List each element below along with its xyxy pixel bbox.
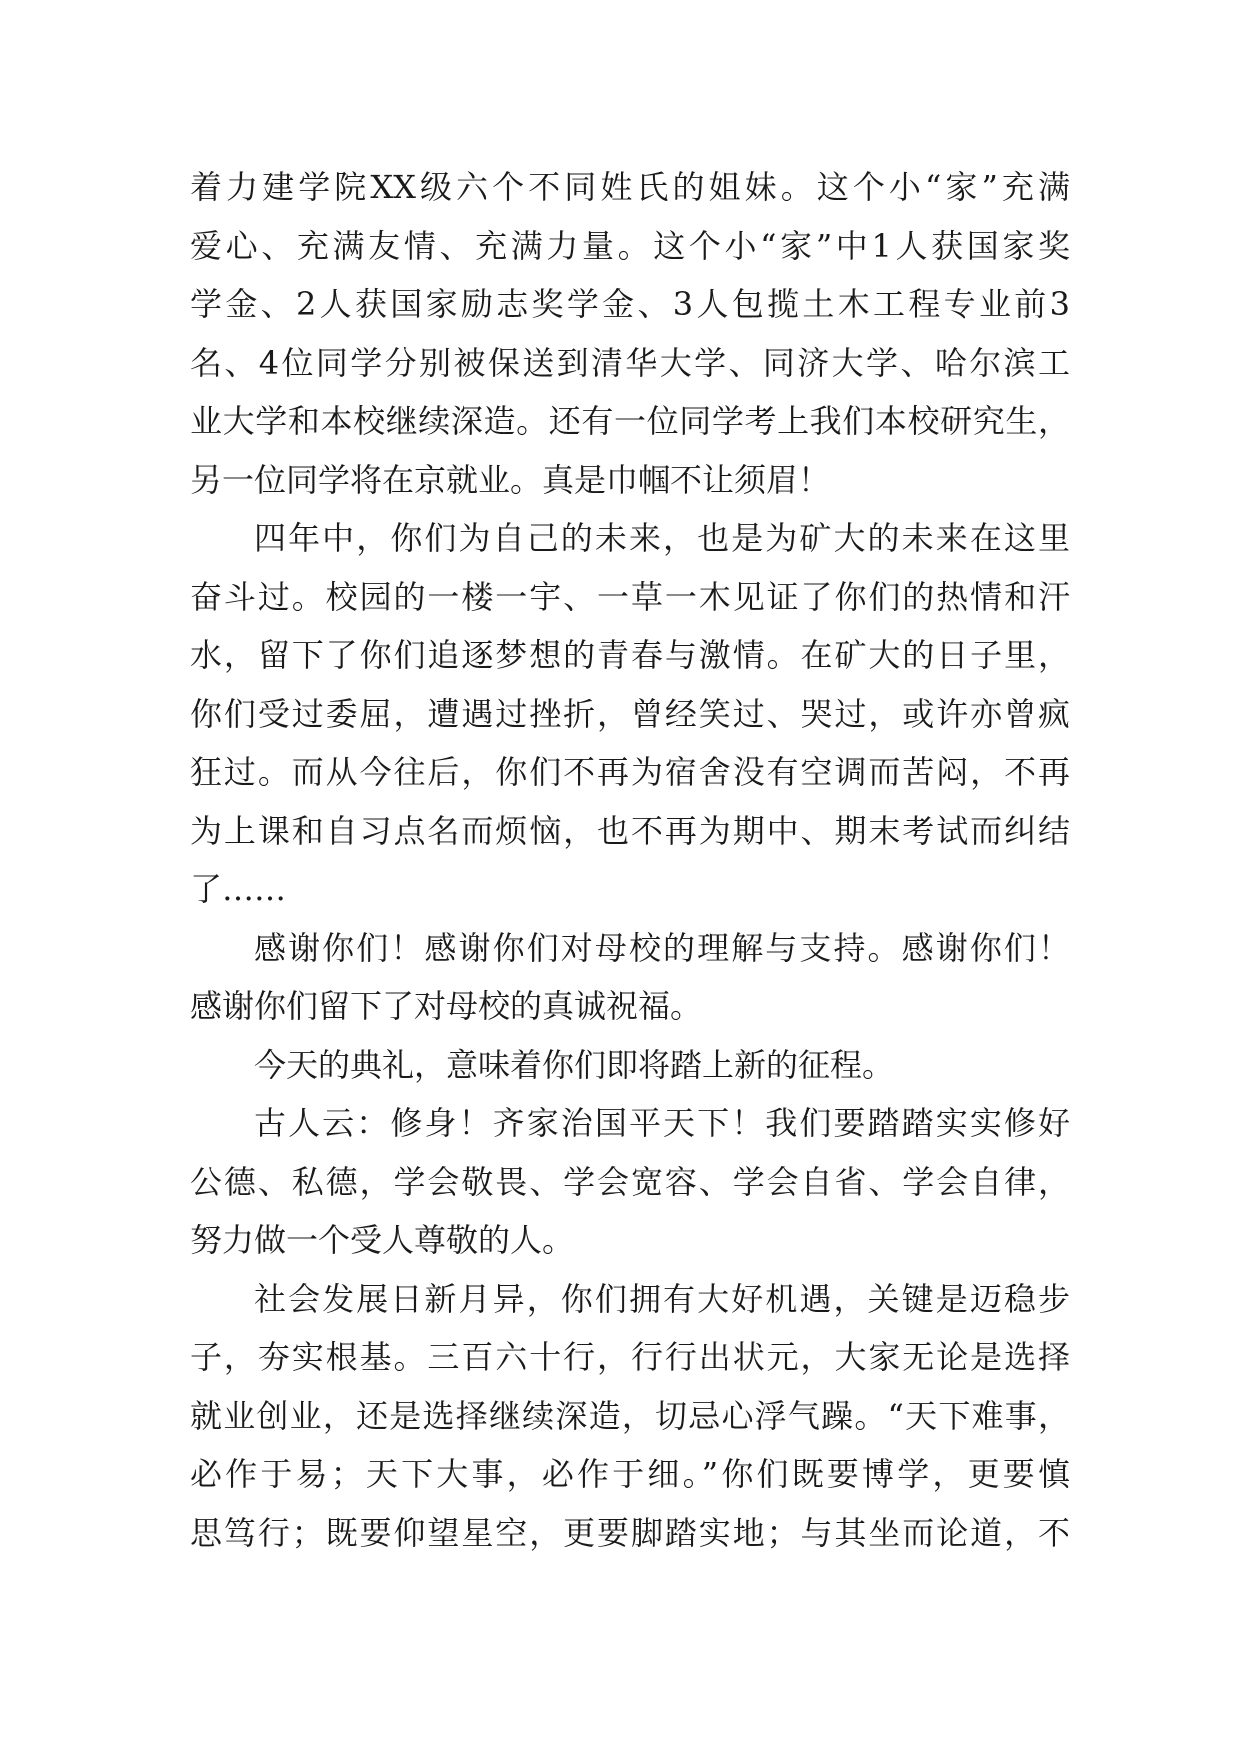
text-line: 今天的典礼，意味着你们即将踏上新的征程。 (254, 1045, 895, 1084)
text-line: 子，夯实根基。三百六十行，行行出状元，大家无论是选择 (190, 1338, 1070, 1376)
document-body (190, 158, 1070, 1562)
text-line: 你们受过委屈，遭遇过挫折，曾经笑过、哭过，或许亦曾疯 (190, 694, 1070, 733)
text-line: 努力做一个受人尊敬的人。 (190, 1221, 575, 1259)
text-line: 名、4位同学分别被保送到清华大学、同济大学、哈尔滨工 (190, 343, 1070, 382)
text-line: 爱心、充满友情、充满力量。这个小“家”中1人获国家奖 (190, 226, 1070, 265)
text-line: 感谢你们留下了对母校的真诚祝福。 (190, 987, 703, 1025)
text-line: 狂过。而从今往后，你们不再为宿舍没有空调而苦闷，不再 (190, 753, 1070, 791)
text-line: 着力建学院XX级六个不同姓氏的姐妹。这个小“家”充满 (190, 168, 1070, 206)
text-line: 奋斗过。校园的一楼一宇、一草一木见证了你们的热情和汗 (190, 577, 1070, 616)
text-line: 必作于易；天下大事，必作于细。”你们既要博学，更要慎 (190, 1455, 1070, 1493)
text-line: 学金、2人获国家励志奖学金、3人包揽土木工程专业前3 (190, 285, 1070, 323)
text-line: 社会发展日新月异，你们拥有大好机遇，关键是迈稳步 (254, 1279, 1070, 1318)
text-line: 公德、私德，学会敬畏、学会宽容、学会自省、学会自律， (190, 1162, 1070, 1201)
text-line: 了…… (190, 870, 287, 908)
text-line: 水，留下了你们追逐梦想的青春与激情。在矿大的日子里， (190, 636, 1070, 674)
text-line: 为上课和自习点名而烦恼，也不再为期中、期末考试而纠结 (190, 811, 1070, 850)
text-line: 另一位同学将在京就业。真是巾帼不让须眉！ (190, 460, 831, 499)
text-line: 业大学和本校继续深造。还有一位同学考上我们本校研究生， (190, 402, 1070, 440)
text-line: 四年中，你们为自己的未来，也是为矿大的未来在这里 (254, 519, 1070, 557)
text-line: 感谢你们！感谢你们对母校的理解与支持。感谢你们！ (254, 928, 1070, 967)
text-line: 思笃行；既要仰望星空，更要脚踏实地；与其坐而论道，不 (190, 1513, 1070, 1552)
text-line: 就业创业，还是选择继续深造，切忌心浮气躁。“天下难事， (190, 1396, 1070, 1435)
text-line: 古人云：修身！齐家治国平天下！我们要踏踏实实修好 (254, 1104, 1070, 1142)
